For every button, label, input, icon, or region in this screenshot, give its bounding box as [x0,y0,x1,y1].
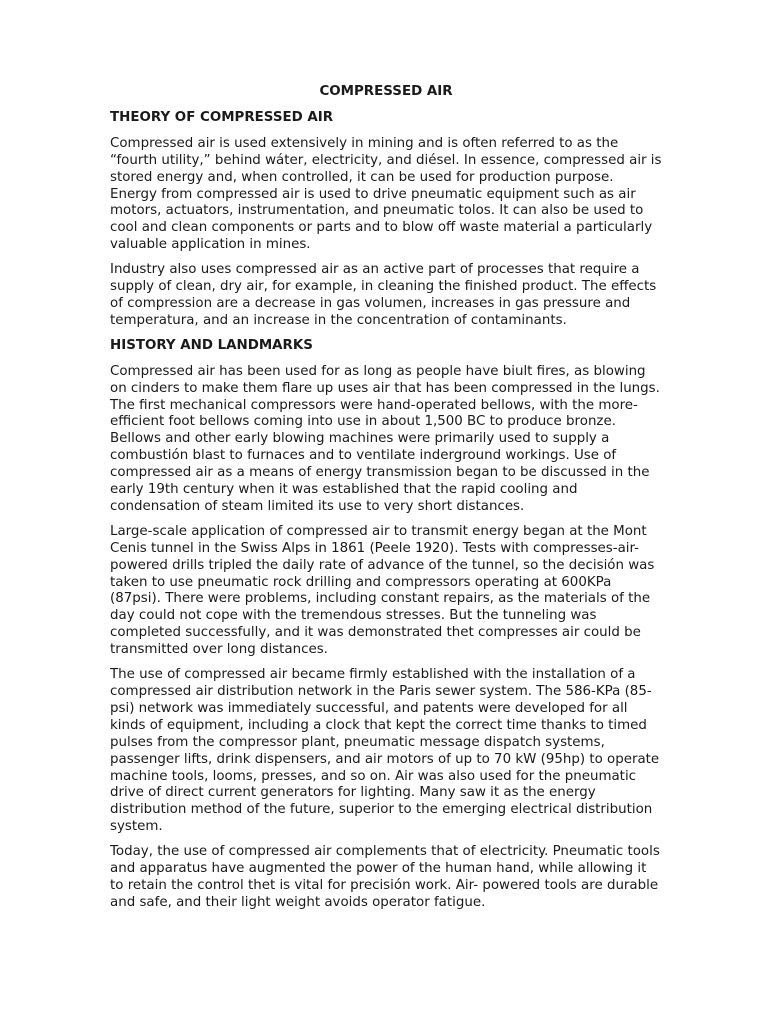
paragraph-history-1: Compressed air has been used for as long as people have biult fires, as blowing on cinders to make them flare up uses air that has been compressed in the lungs. The first mechanical compressors were hand-operated bellows, with the more-efficient foot bellows coming into use in about 1,500 BC to produce bronze. Bellows and other early blowing machines were primarily used to supply a combustión blast to furnaces and to ventilate inderground workings. Use of compressed air as a means of energy transmission began to be discussed in the early 19th century when it was established that the rapid cooling and condensation of steam limited its use to very short distances. [110,363,660,514]
paragraph-history-4: Today, the use of compressed air complements that of electricity. Pneumatic tools and apparatus have augmented the power of the human hand, while allowing it to retain the control thet is vital for precisión work. Air- powered tools are durable and safe, and their light weight avoids operator fatigue. [110,844,660,910]
paragraph-theory-1: Compressed air is used extensively in mining and is often referred to as the “fourth utility,” behind wáter, electricity, and diésel. In essence, compressed air is stored energy and, when controlled, it can be used for production purpose. Energy from compressed air is used to drive pneumatic equipment such as air motors, actuators, instrumentation, and pneumatic tolos. It can also be used to cool and clean components or parts and to blow off waste material a particularly valuable application in mines. [110,135,662,253]
document-title: COMPRESSED AIR [319,84,453,99]
document-page [110,84,662,920]
paragraph-history-2: Large-scale application of compressed air to transmit energy began at the Mont Cenis tunnel in the Swiss Alps in 1861 (Peele 1920). Tests with compresses-air-powered drills tripled the daily rate of advance of the tunnel, so the decisión was taken to use pneumatic rock drilling and compressors operating at 600KPa (87psi). There were problems, including constant repairs, as the materials of the day could not cope with the tremendous stresses. But the tunneling was completed successfully, and it was demonstrated thet compresses air could be transmitted over long distances. [110,523,655,658]
paragraph-theory-2: Industry also uses compressed air as an active part of processes that require a supply of clean, dry air, for example, in cleaning the finished product. The effects of compression are a decrease in gas volumen, increases in gas pressure and temperatura, and an increase in the concentration of contaminants. [110,262,657,328]
paragraph-history-3: The use of compressed air became firmly established with the installation of a compressed air distribution network in the Paris sewer system. The 586-KPa (85-psi) network was immediately successful, and patents were developed for all kinds of equipment, including a clock that kept the correct time thanks to timed pulses from the compressor plant, pneumatic message dispatch systems, passenger lifts, drink dispensers, and air motors of up to 70 kW (95hp) to operate machine tools, looms, presses, and so on. Air was also used for the pneumatic drive of direct current generators for lighting. Many saw it as the energy distribution method of the future, superior to the emerging electrical distribution system. [110,667,660,835]
section-heading-history: HISTORY AND LANDMARKS [110,337,313,353]
section-heading-theory: THEORY OF COMPRESSED AIR [110,109,334,125]
